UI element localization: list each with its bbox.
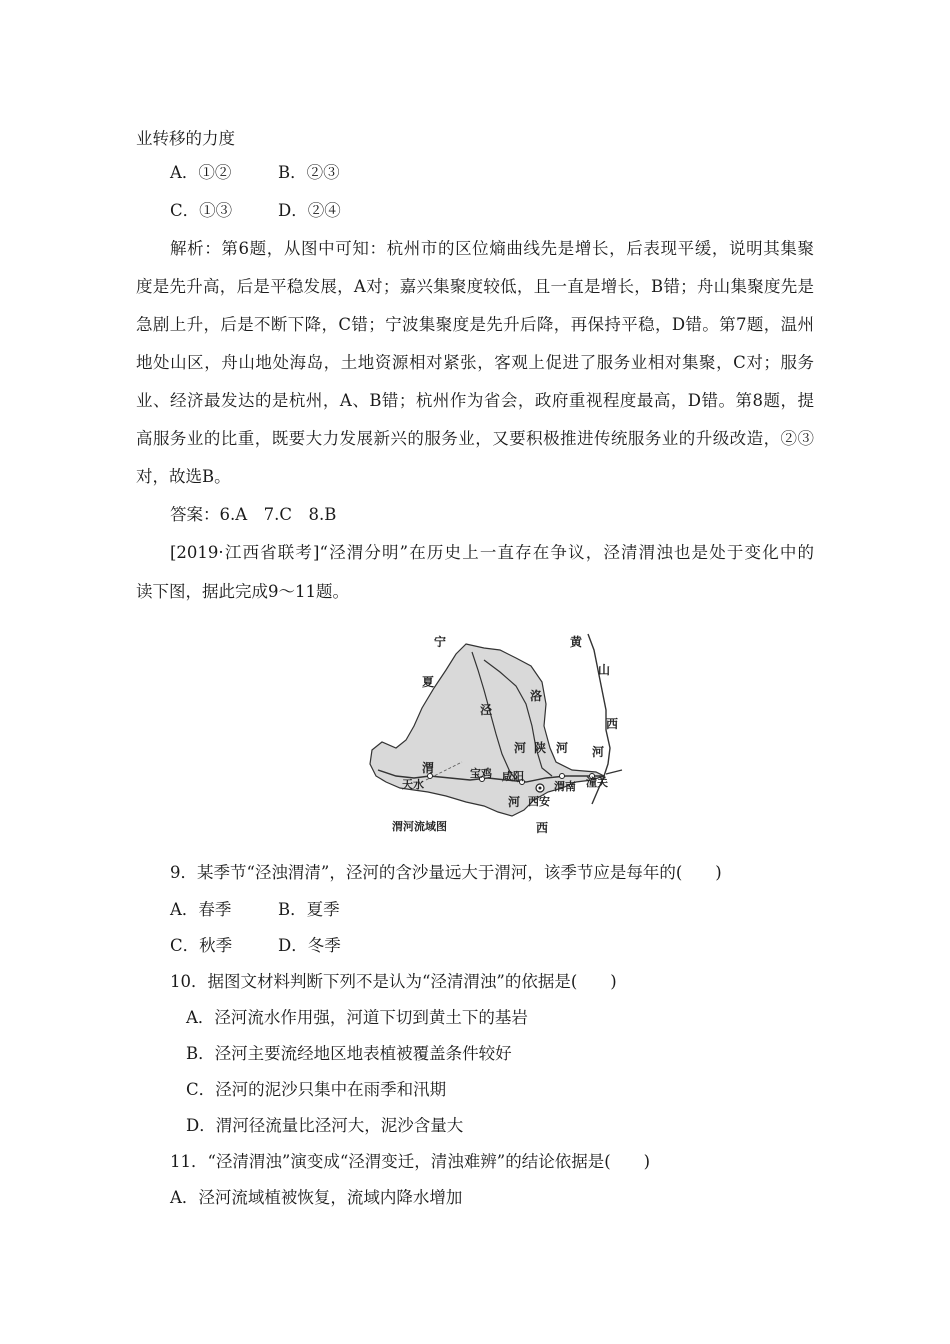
question-9: 9．某季节“泾浊渭清”，泾河的含沙量远大于渭河，该季节应是每年的( ) bbox=[170, 863, 722, 882]
q9-option-b: B．夏季 bbox=[278, 900, 340, 919]
label-xianyang: 咸阳 bbox=[502, 770, 524, 783]
label-xi-bottom: 西 bbox=[536, 821, 549, 835]
analysis-line-4: 地处山区，舟山地处海岛，土地资源相对紧张，客观上促进了服务业相对集聚，C对；服务 bbox=[136, 353, 814, 372]
option-d: D．②④ bbox=[278, 201, 341, 220]
option-b: B．②③ bbox=[278, 163, 340, 182]
q10-option-c: C．泾河的泥沙只集中在雨季和汛期 bbox=[186, 1080, 447, 1099]
label-huang: 黄 bbox=[570, 635, 583, 649]
q9-option-c: C．秋季 bbox=[170, 936, 233, 955]
label-baoji: 宝鸡 bbox=[470, 767, 492, 780]
label-tianshui: 天水 bbox=[402, 778, 424, 791]
analysis-line-1: 解析：第6题，从图中可知：杭州市的区位熵曲线先是增长，后表现平缓，说明其集聚 bbox=[170, 239, 814, 258]
label-wei: 渭 bbox=[422, 761, 435, 775]
label-tongguan: 潼关 bbox=[586, 776, 608, 789]
analysis-line-2: 度是先升高，后是平稳发展，A对；嘉兴集聚度较低，且一直是增长，B错；舟山集聚度先是 bbox=[136, 277, 814, 296]
q11-option-a: A．泾河流域植被恢复，流域内降水增加 bbox=[170, 1188, 463, 1207]
option-c: C．①③ bbox=[170, 201, 233, 220]
q10-option-a: A．泾河流水作用强，河道下切到黄土下的基岩 bbox=[186, 1008, 528, 1027]
analysis-line-6: 高服务业的比重，既要大力发展新兴的服务业，又要积极推进传统服务业的升级改造，②③ bbox=[136, 429, 814, 448]
label-weinan: 渭南 bbox=[554, 780, 576, 793]
label-xi-right: 西 bbox=[606, 717, 619, 731]
label-luo: 洛 bbox=[530, 689, 543, 703]
label-he-1: 河 bbox=[514, 741, 527, 755]
analysis-line-7: 对，故选B。 bbox=[136, 467, 231, 486]
label-jing: 泾 bbox=[480, 703, 493, 717]
analysis-line-5: 业、经济最发达的是杭州，A、B错；杭州作为省会，政府重视程度最高，D错。第8题，提 bbox=[136, 391, 814, 410]
question-11: 11．“泾清渭浊”演变成“泾渭变迁，清浊难辨”的结论依据是( ) bbox=[170, 1152, 651, 1171]
label-xian: 西安 bbox=[528, 795, 550, 808]
answer-line: 答案：6.A 7.C 8.B bbox=[170, 505, 337, 524]
map-title: 渭河流域图 bbox=[392, 820, 447, 833]
label-he-3: 河 bbox=[508, 795, 521, 809]
label-shaanxi: 陕 bbox=[534, 741, 547, 755]
option-a: A．①② bbox=[170, 163, 232, 182]
q10-option-b: B．泾河主要流经地区地表植被覆盖条件较好 bbox=[186, 1044, 512, 1063]
yellow-river-east bbox=[606, 770, 622, 774]
label-he-2: 河 bbox=[556, 741, 569, 755]
label-xia: 夏 bbox=[422, 675, 435, 689]
label-he-right: 河 bbox=[592, 745, 605, 759]
label-ning: 宁 bbox=[434, 635, 447, 649]
intro-line-2: 读下图，据此完成9～11题。 bbox=[136, 582, 349, 601]
intro-line-1: [2019·江西省联考]“泾渭分明”在历史上一直存在争议，泾清渭浊也是处于变化中的 bbox=[170, 543, 814, 562]
q9-option-d: D．冬季 bbox=[278, 936, 341, 955]
city-marker-weinan bbox=[560, 774, 565, 779]
text-line: 业转移的力度 bbox=[136, 129, 235, 148]
q10-option-d: D．渭河径流量比泾河大，泥沙含量大 bbox=[186, 1116, 464, 1135]
label-shan: 山 bbox=[598, 663, 611, 677]
question-10: 10．据图文材料判断下列不是认为“泾清渭浊”的依据是( ) bbox=[170, 972, 617, 991]
wei-river-basin-map bbox=[366, 630, 628, 840]
map-svg bbox=[366, 630, 628, 840]
q9-option-a: A．春季 bbox=[170, 900, 232, 919]
city-marker-xian-dot bbox=[539, 787, 542, 790]
analysis-line-3: 急剧上升，后是不断下降，C错；宁波集聚度是先升后降，再保持平稳，D错。第7题，温州 bbox=[136, 315, 814, 334]
